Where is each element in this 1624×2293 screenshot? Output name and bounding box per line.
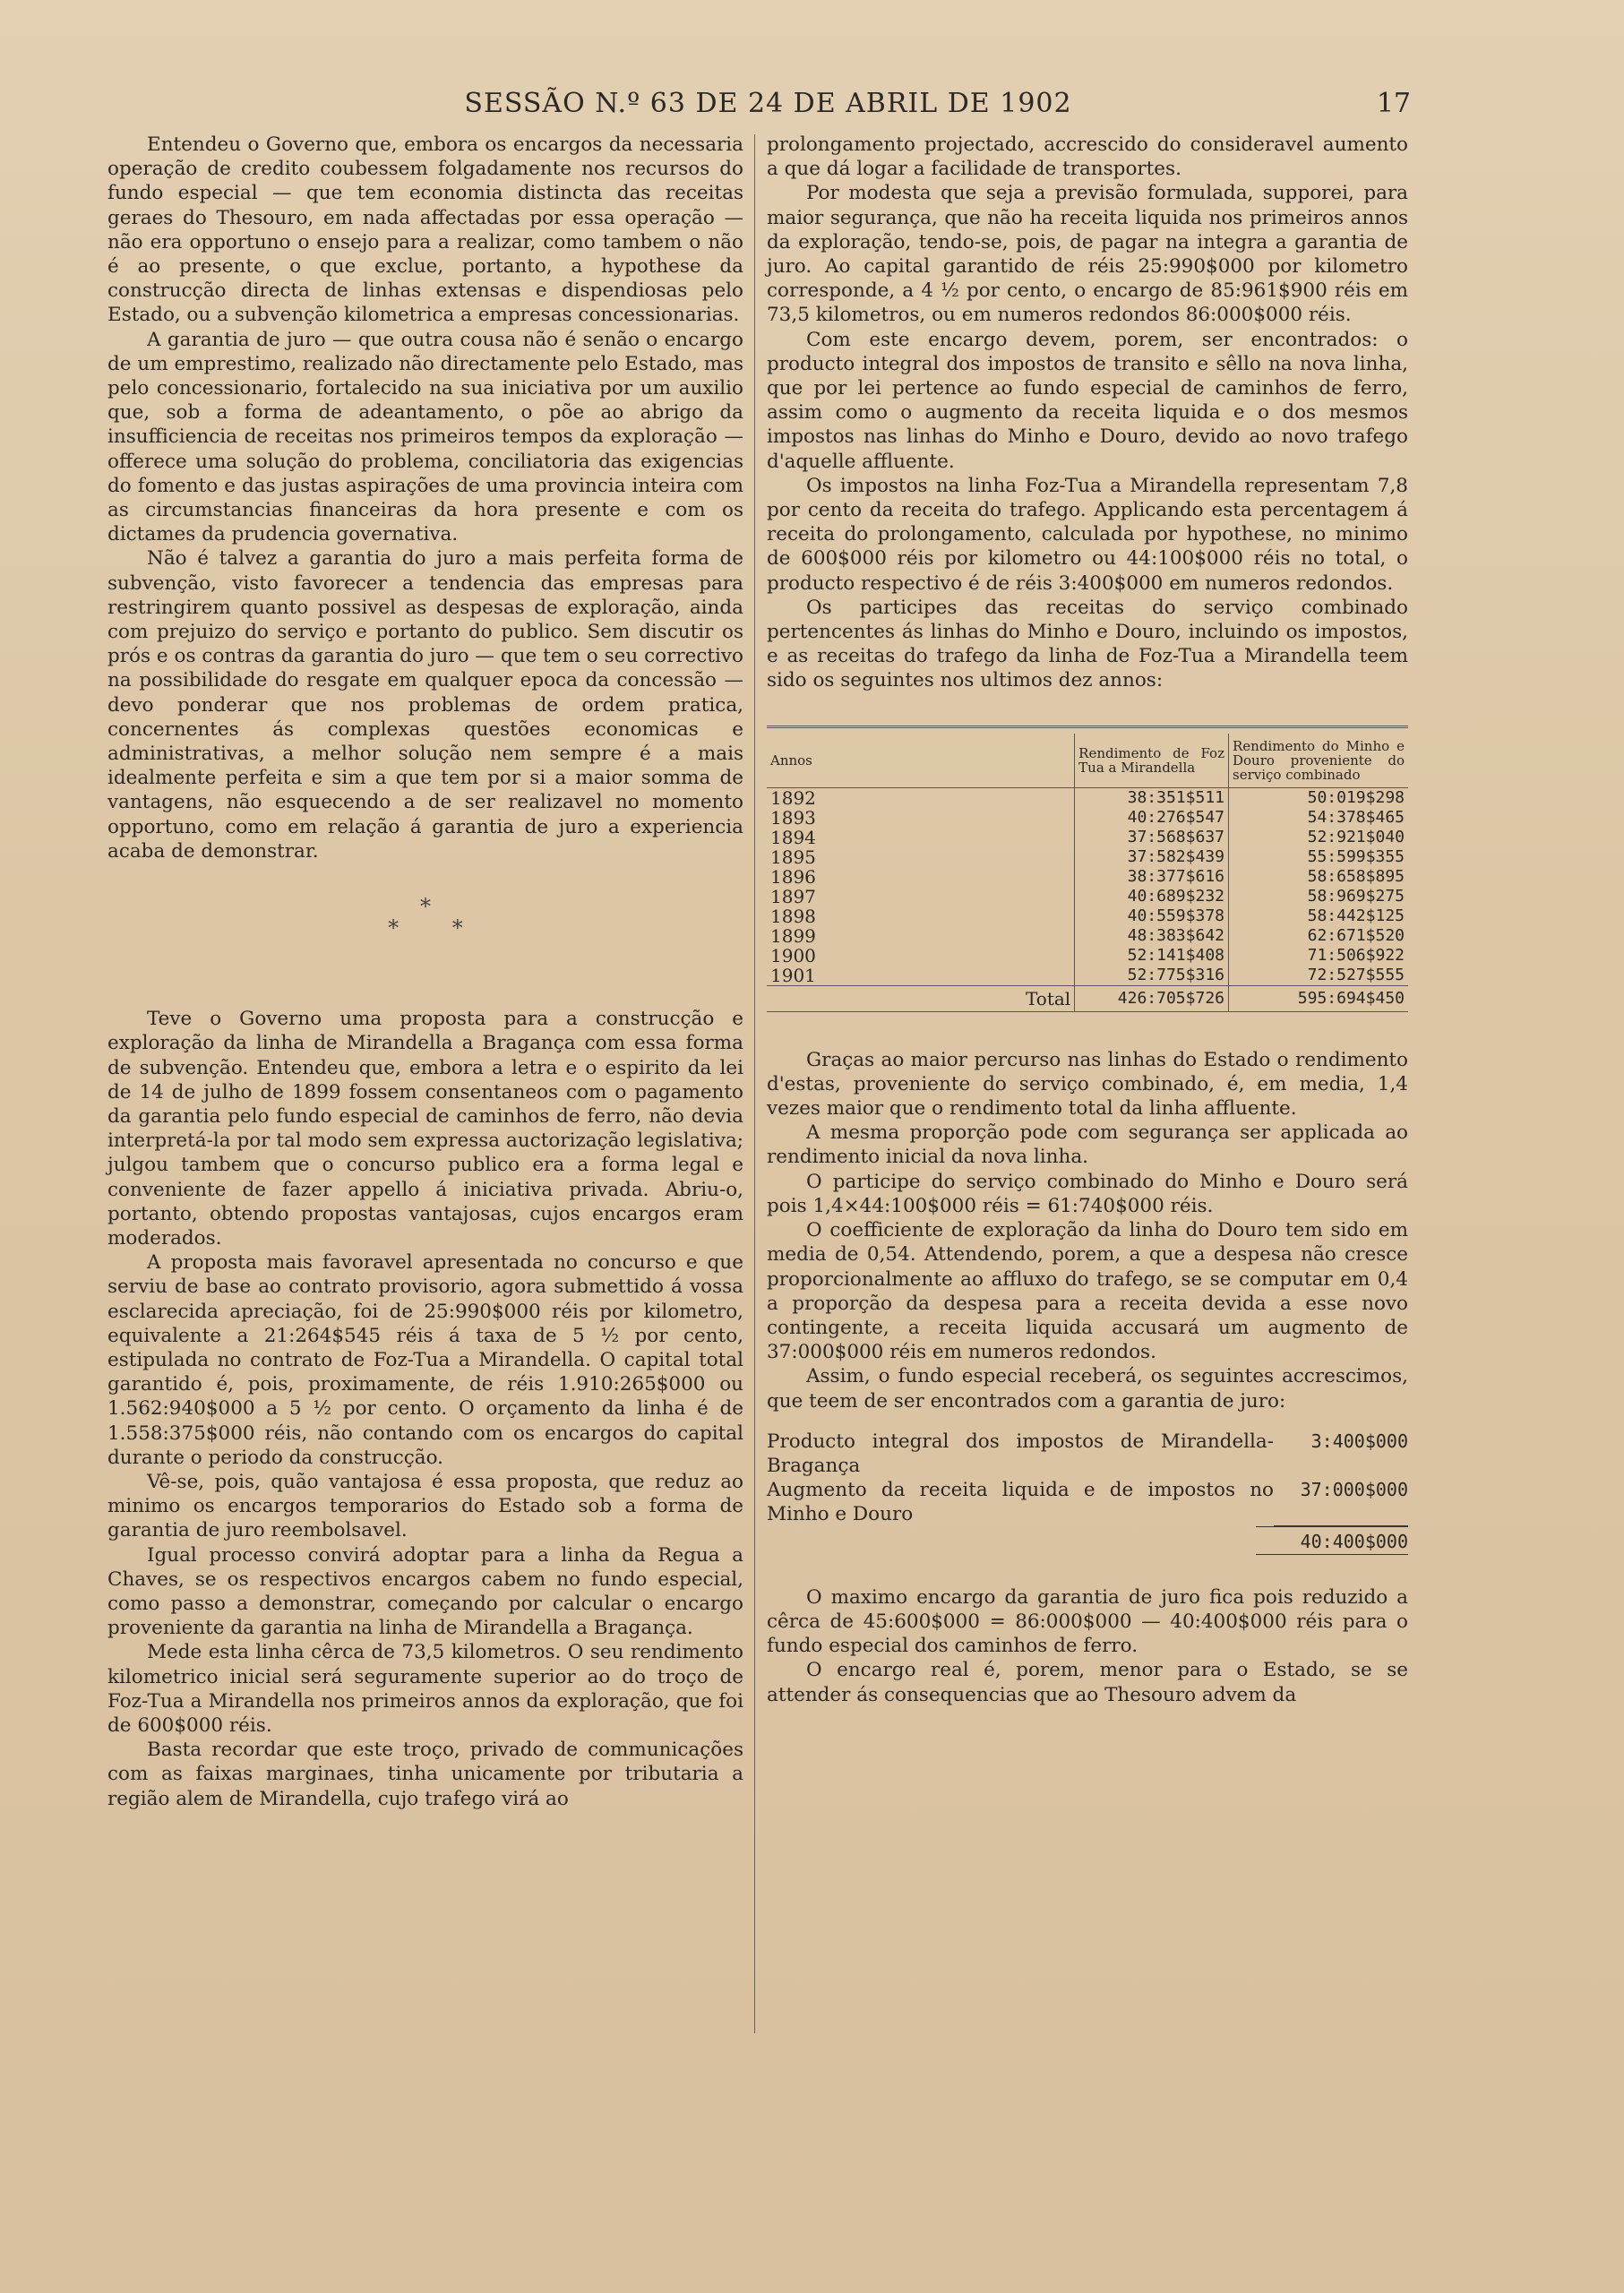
left-column	[107, 133, 743, 1811]
table-total-row	[767, 985, 1408, 1011]
table-row	[767, 966, 1408, 986]
minho-douro-value-cell: 52:921$040	[1229, 828, 1409, 847]
separator-stars-bottom: * *	[388, 915, 486, 941]
table-row	[767, 787, 1408, 808]
total-label: Total	[767, 985, 1075, 1011]
minho-douro-value-cell: 62:671$520	[1229, 926, 1409, 946]
summary-label: Producto integral dos impostos de Mirandella-Bragança	[767, 1430, 1274, 1477]
minho-douro-value-cell: 71:506$922	[1229, 946, 1409, 966]
table-row	[767, 946, 1408, 966]
accretions-summary	[767, 1430, 1408, 1555]
foz-tua-value-cell: 48:383$642	[1075, 926, 1229, 946]
paragraph: Por modesta que seja a previsão formulada, supporei, para maior segurança, que não ha receita liquida nos primeiros annos da exploração, tendo-se, pois, de pagar na integra a garantia de juro. Ao capital garantido de réis 25:990$000 por kilometro corresponde, a 4 ½ por cento, o encargo de 85:961$900 réis em 73,5 kilometros, ou em numeros redondos 86:000$000 réis.	[767, 182, 1408, 327]
table-header-minho-douro: Rendimento do Minho e Douro proveniente do serviço combinado	[1229, 734, 1409, 788]
year-cell: 1899	[770, 924, 816, 947]
paragraph: Graças ao maior percurso nas linhas do Estado o rendimento d'estas, proveniente do serviço combinado, é, em media, 1,4 vezes maior que o rendimento total da linha affluente.	[767, 1048, 1408, 1121]
foz-tua-value-cell: 52:141$408	[1075, 946, 1229, 966]
paragraph: O coefficiente de exploração da linha do Douro tem sido em media de 0,54. Attendendo, porem, a que a despesa não cresce proporcionalmente ao affluxo do trafego, se se computar em 0,4 a proporção da despesa para a receita devida a esse novo contingente, a receita liquida accusará um augmento de 37:000$000 réis em numeros redondos.	[767, 1219, 1408, 1364]
foz-tua-value-cell: 38:377$616	[1075, 867, 1229, 887]
paragraph: A proposta mais favoravel apresentada no concurso e que serviu de base ao contrato provisorio, agora submettido á vossa esclarecida apreciação, foi de 25:990$000 réis por kilometro, equivalente a 21:264$545 réis á taxa de 5 ½ por cento, estipulada no contrato de Foz-Tua a Mirandella. O capital total garantido é, pois, proximamente, de réis 1.910:265$000 ou 1.562:940$000 a 5 ½ por cento. O orçamento da linha é de 1.558:375$000 réis, não contando com os encargos do capital durante o periodo da construcção.	[107, 1251, 743, 1469]
year-cell: 1892	[770, 786, 816, 809]
foz-tua-value-cell: 40:276$547	[1075, 808, 1229, 828]
paragraph: Mede esta linha cêrca de 73,5 kilometros. O seu rendimento kilometrico inicial será seguramente superior ao do troço de Foz-Tua a Mirandella nos primeiros annos da exploração, que foi de 600$000 réis.	[107, 1641, 743, 1737]
foz-tua-value-cell: 40:689$232	[1075, 887, 1229, 906]
foz-tua-value-cell: 52:775$316	[1075, 966, 1229, 986]
year-cell: 1893	[770, 806, 816, 829]
paragraph: O participe do serviço combinado do Minho e Douro será pois 1,4×44:100$000 réis = 61:740$000 réis.	[767, 1170, 1408, 1217]
minho-douro-value-cell: 54:378$465	[1229, 808, 1409, 828]
total-foz-tua: 426:705$726	[1075, 985, 1229, 1011]
summary-total: 40:400$000	[1256, 1526, 1408, 1555]
minho-douro-value-cell: 72:527$555	[1229, 966, 1409, 986]
session-title: SESSÃO N.º 63 DE 24 DE ABRIL DE 1902	[464, 88, 1072, 119]
page-number: 17	[1376, 88, 1411, 119]
right-column	[767, 133, 1408, 1707]
paragraph: O maximo encargo da garantia de juro fica pois reduzido a cêrca de 45:600$000 = 86:000$000 — 40:400$000 réis para o fundo especial dos caminhos de ferro.	[767, 1585, 1408, 1658]
paragraph: Com este encargo devem, porem, ser encontrados: o producto integral dos impostos de transito e sêllo na nova linha, que por lei pertence ao fundo especial de caminhos de ferro, assim como o augmento da receita liquida e o dos mesmos impostos nas linhas do Minho e Douro, devido ao novo trafego d'aquelle affluente.	[767, 328, 1408, 473]
table-row	[767, 926, 1408, 946]
paragraph: A mesma proporção pode com segurança ser applicada ao rendimento inicial da nova linha.	[767, 1121, 1408, 1169]
page-header	[125, 88, 1411, 124]
paragraph: Não é talvez a garantia do juro a mais perfeita forma de subvenção, visto favorecer a tendencia das empresas para restringirem quanto possivel as despesas de exploração, ainda com prejuizo do serviço e portanto do publico. Sem discutir os prós e os contras da garantia do juro — que tem o seu correctivo na possibilidade do resgate em qualquer epoca da concessão — devo ponderar que nos problemas de ordem pratica, concernentes ás complexas questões economicas e administrativas, a melhor solução nem sempre é a mais idealmente perfeita e sim a que tem por si a maior somma de vantagens, não esquecendo a de ser realizavel no momento opportuno, como em relação á garantia de juro a experiencia acaba de demonstrar.	[107, 547, 743, 863]
year-cell: 1900	[770, 944, 816, 966]
summary-value: 37:000$000	[1274, 1478, 1408, 1526]
paragraph: prolongamento projectado, accrescido do consideravel aumento a que dá logar a facilidade de transportes.	[767, 133, 1408, 181]
minho-douro-value-cell: 58:658$895	[1229, 867, 1409, 887]
summary-row	[767, 1430, 1408, 1478]
column-divider	[754, 134, 755, 2033]
paragraph: Basta recordar que este troço, privado de communicações com as faixas marginaes, tinha unicamente por tributaria a região alem de Mirandella, cujo trafego virá ao	[107, 1739, 743, 1810]
table-header-years: Annos	[767, 734, 1075, 788]
paragraph: Vê-se, pois, quão vantajosa é essa proposta, que reduz ao minimo os encargos temporarios do Estado sob a forma de garantia de juro reembolsavel.	[107, 1470, 743, 1542]
foz-tua-value-cell: 37:582$439	[1075, 847, 1229, 867]
table-row	[767, 867, 1408, 887]
minho-douro-value-cell: 55:599$355	[1229, 847, 1409, 867]
paragraph: Entendeu o Governo que, embora os encargos da necessaria operação de credito coubessem folgadamente nos recursos do fundo especial — que tem economia distincta das receitas geraes do Thesouro, em nada affectadas por essa operação — não era opportuno o ensejo para a realizar, como tambem o não é ao presente, o que exclue, portanto, a hypothese da construcção directa de linhas extensas e dispendiosas pelo Estado, ou a subvenção kilometrica a empresas concessionarias.	[107, 133, 743, 327]
year-cell: 1896	[770, 865, 816, 888]
foz-tua-value-cell: 38:351$511	[1075, 787, 1229, 808]
table-row	[767, 887, 1408, 906]
paragraph: Assim, o fundo especial receberá, os seguintes accrescimos, que teem de ser encontrados com a garantia de juro:	[767, 1365, 1408, 1413]
table-row	[767, 808, 1408, 828]
paragraph: Teve o Governo uma proposta para a construcção e exploração da linha de Mirandella a Bragança com essa forma de subvenção. Entendeu que, embora a letra e o espirito da lei de 14 de julho de 1899 fossem consentaneos com o pagamento da garantia pelo fundo especial de caminhos de ferro, não devia interpretá-la por tal modo sem expressa auctorização legislativa; julgou tambem que o concurso publico era a forma legal e conveniente de fazer appello á iniciativa privada. Abriu-o, portanto, obtendo propostas vantajosas, cujos encargos eram moderados.	[107, 1008, 743, 1250]
spacer	[107, 944, 743, 1007]
total-minho-douro: 595:694$450	[1229, 985, 1409, 1011]
table-row	[767, 906, 1408, 926]
summary-label: Augmento da receita liquida e de impostos no Minho e Douro	[767, 1478, 1274, 1525]
table-row	[767, 847, 1408, 867]
year-cell: 1898	[770, 905, 816, 927]
year-cell: 1895	[770, 846, 816, 868]
revenue-table	[767, 726, 1408, 1012]
minho-douro-value-cell: 58:442$125	[1229, 906, 1409, 926]
paragraph: Os impostos na linha Foz-Tua a Mirandella representam 7,8 por cento da receita do trafego. Applicando esta percentagem á receita do prolongamento, calculada por hypothese, no minimo de 600$000 réis por kilometro ou 44:100$000 réis no total, o producto respectivo é de réis 3:400$000 em numeros redondos.	[767, 474, 1408, 595]
paragraph: Igual processo convirá adoptar para a linha da Regua a Chaves, se os respectivos encargos cabem no fundo especial, como passo a demonstrar, começando por calcular o encargo proveniente da garantia na linha de Mirandella a Bragança.	[107, 1543, 743, 1640]
table-row	[767, 828, 1408, 847]
foz-tua-value-cell: 40:559$378	[1075, 906, 1229, 926]
paragraph: Os participes das receitas do serviço combinado pertencentes ás linhas do Minho e Douro, incluindo os impostos, e as receitas do trafego da linha de Foz-Tua a Mirandella teem sido os seguintes nos ultimos dez annos:	[767, 596, 1408, 692]
paragraph: A garantia de juro — que outra cousa não é senão o encargo de um emprestimo, realizado não directamente pelo Estado, mas pelo concessionario, fortalecido na sua iniciativa por um auxilio que, sob a forma de adeantamento, o põe ao abrigo da insufficiencia de receitas nos primeiros tempos da exploração — offerece uma solução do problema, conciliatoria das exigencias do fomento e das justas aspirações de uma provincia inteira com as circumstancias financeiras da hora presente e com os dictames da prudencia governativa.	[107, 328, 743, 546]
table-header-foz-tua: Rendimento de Foz Tua a Mirandella	[1075, 734, 1229, 788]
year-cell: 1897	[770, 885, 816, 907]
paragraph: O encargo real é, porem, menor para o Estado, se se attender ás consequencias que ao Thesouro advem da	[767, 1659, 1408, 1706]
summary-row	[767, 1478, 1408, 1526]
year-cell: 1901	[770, 964, 816, 986]
separator-star-top: *	[420, 894, 431, 920]
section-separator	[107, 896, 743, 939]
table-body	[767, 787, 1408, 1011]
foz-tua-value-cell: 37:568$637	[1075, 828, 1229, 847]
minho-douro-value-cell: 58:969$275	[1229, 887, 1409, 906]
year-cell: 1894	[770, 826, 816, 848]
minho-douro-value-cell: 50:019$298	[1229, 787, 1409, 808]
summary-value: 3:400$000	[1310, 1430, 1408, 1452]
